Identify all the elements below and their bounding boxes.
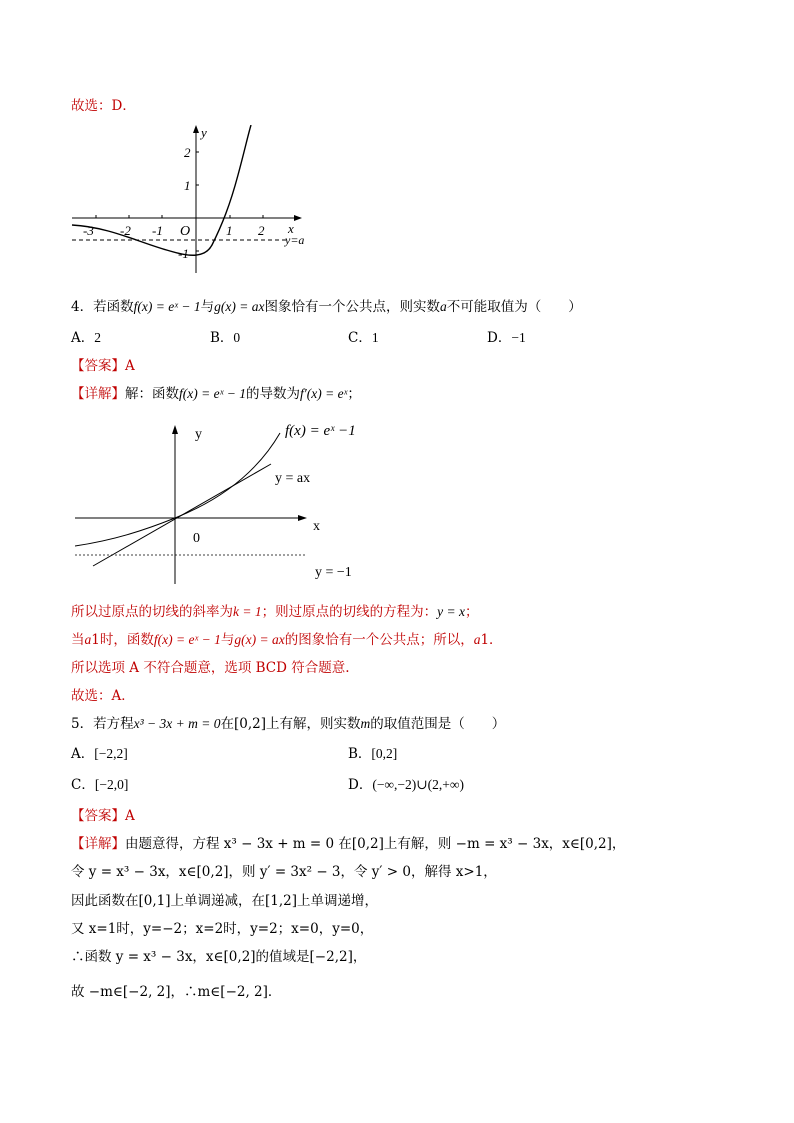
fig1-x-label: x: [288, 221, 294, 236]
q5-option-b: B．[0,2]: [348, 746, 398, 762]
fig1-xtick-0: -3: [83, 223, 94, 238]
fig2-line-label: y = ax: [275, 471, 311, 486]
fig1-ytick-0: 2: [184, 145, 191, 160]
q4-detail-line-1: 【详解】解：函数f(x) = eˣ − 1的导数为f′(x) = eˣ；: [71, 386, 361, 402]
q5-detail-line-3: 因此函数在[0,1]上单调递减，在[1,2]上单调递增，: [71, 893, 379, 909]
q5-detail-line-5: ∴函数 y = x³ − 3x，x∈[0,2]的值域是[−2,2]，: [71, 949, 367, 965]
q4-detail-line-3: 当a1时，函数f(x) = eˣ − 1与g(x) = ax的图象恰有一个公共点；所以，a1．: [71, 632, 503, 648]
fig1-ytick-2: -1: [178, 246, 189, 261]
fig2-x-label: x: [313, 519, 320, 534]
fig1-origin: O: [180, 224, 191, 239]
q4-detail-line-2: 所以过原点的切线的斜率为k = 1；则过原点的切线的方程为：y = x；: [71, 604, 479, 620]
figure-2-graph: [75, 418, 375, 588]
q5-detail-line-1: 【详解】由题意得，方程 x³ − 3x + m = 0 在[0,2]上有解，则 −m = x³ − 3x，x∈[0,2]，: [71, 836, 626, 852]
q4-number: 4．若函数: [71, 299, 134, 315]
q4-f: f(x) = eˣ − 1: [133, 299, 201, 314]
q5-option-c: C．[−2,0]: [71, 777, 129, 793]
fig1-ytick-1: 1: [184, 178, 191, 193]
fig2-asym-label: y = −1: [315, 565, 352, 580]
fig2-curve-label: f(x) = eˣ −1: [285, 423, 356, 439]
fig1-xtick-2: -1: [152, 223, 163, 238]
exp-curve: [75, 433, 280, 546]
figure-1-graph: [70, 125, 320, 275]
q5-option-d: D．(−∞,−2)∪(2,+∞): [348, 777, 464, 793]
q4-a: a: [439, 299, 447, 314]
q5-answer: 【答案】A: [71, 808, 135, 824]
q4-option-c: C．1: [348, 330, 379, 346]
q5-detail-line-2: 令 y = x³ − 3x，x∈[0,2]，则 y′ = 3x² − 3，令 y′ > 0，解得 x>1，: [71, 864, 497, 880]
q5-detail-line-6: 故 −m∈[−2, 2]，∴m∈[−2, 2]．: [71, 984, 282, 1000]
q5-stem: 5．若方程x³ − 3x + m = 0在[0,2]上有解，则实数m的取值范围是（ ）: [71, 716, 506, 732]
q4-tail: 不可能取值为（ ）: [446, 299, 582, 315]
q4-detail-line-5: 故选：A．: [71, 688, 135, 704]
fig1-xtick-4: 2: [258, 223, 265, 238]
fig1-xtick-1: -2: [120, 223, 131, 238]
q5-option-a: A．[−2,2]: [71, 746, 128, 762]
q4-option-b: B．0: [210, 330, 241, 346]
fig1-line-label: y=a: [285, 233, 305, 247]
q4-stem: [71, 298, 582, 316]
prev-conclusion: 故选：D．: [71, 98, 136, 114]
q4-rest: 图象恰有一个公共点，则实数: [264, 299, 440, 315]
q4-answer: 【答案】A: [71, 358, 135, 374]
fig1-y-label: y: [201, 125, 207, 140]
q4-option-d: D．−1: [487, 330, 526, 346]
q4-detail-line-4: 所以选项 A 不符合题意，选项 BCD 符合题意.: [71, 660, 350, 676]
q4-mid: 与: [200, 299, 215, 315]
q4-option-a: A．2: [71, 330, 101, 346]
q5-detail-line-4: 又 x=1时，y=−2；x=2时，y=2；x=0，y=0，: [71, 921, 374, 937]
fig2-origin: 0: [193, 531, 200, 546]
q4-g: g(x) = ax: [214, 299, 265, 314]
fig1-xtick-3: 1: [226, 223, 233, 238]
fig2-y-label: y: [195, 427, 202, 442]
